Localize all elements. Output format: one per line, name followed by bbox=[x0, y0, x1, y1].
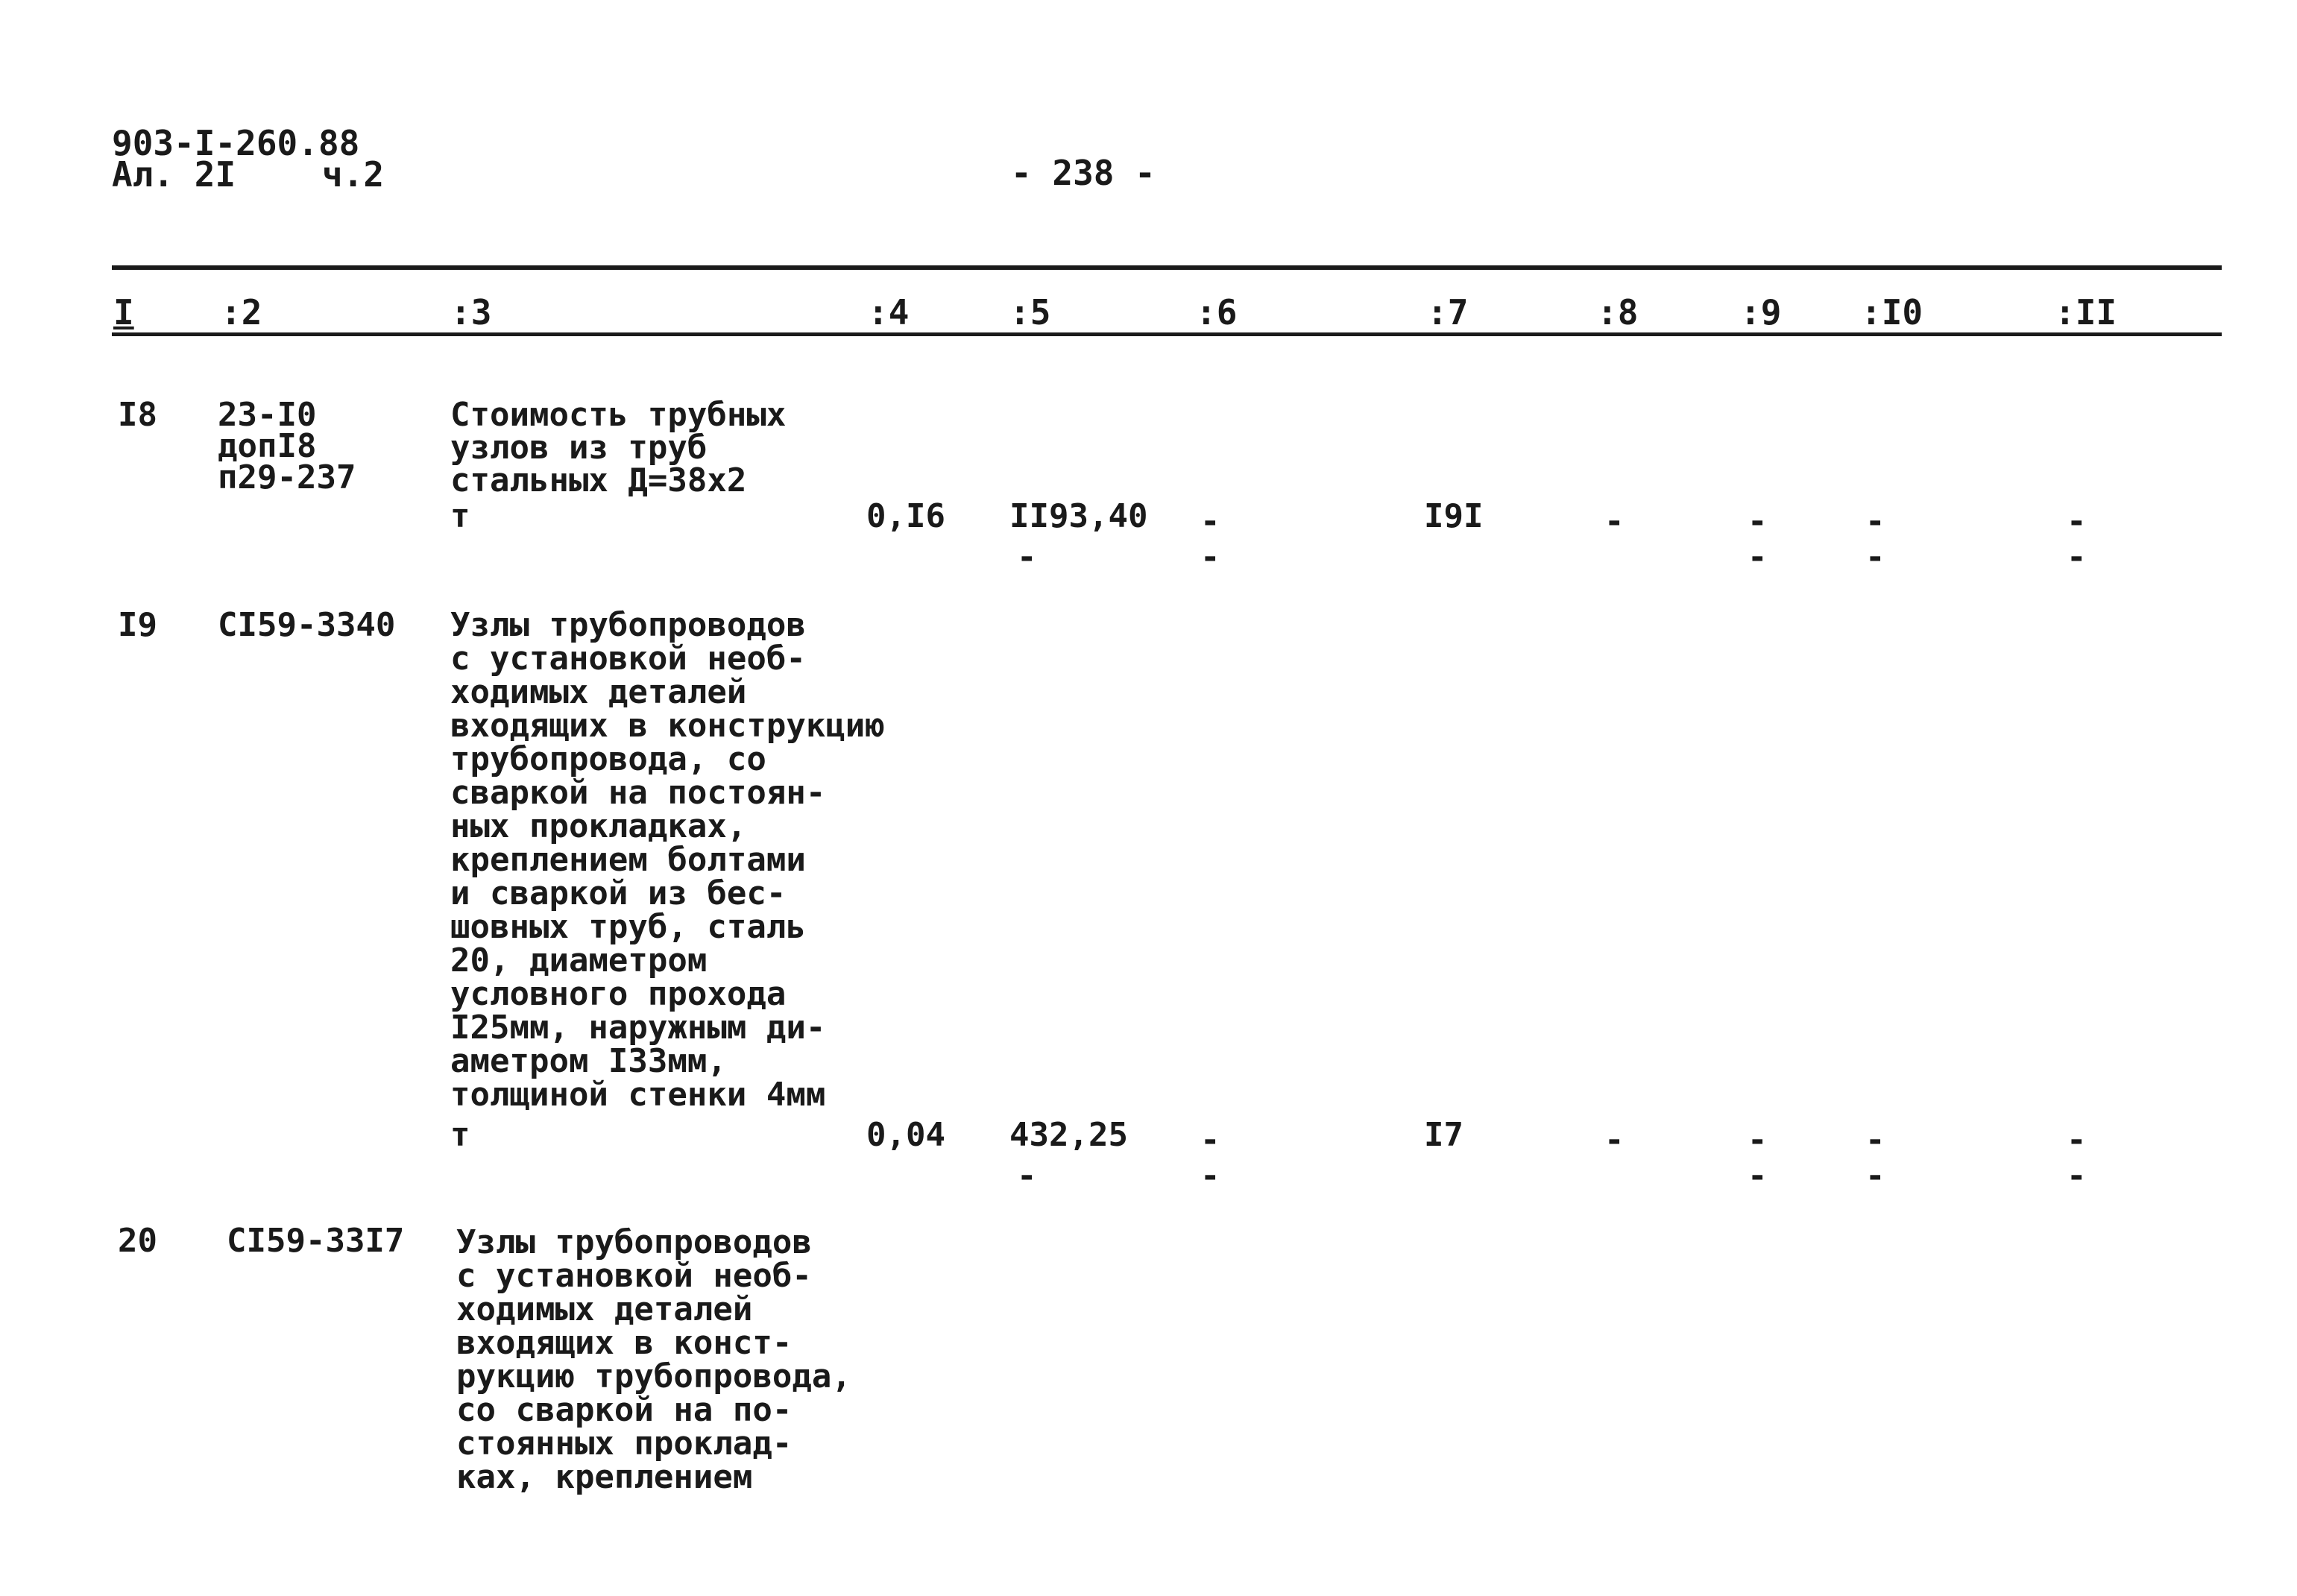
row-description-line: толщиной стенки 4мм bbox=[450, 1076, 826, 1114]
row-description-line: Стоимость трубных bbox=[450, 396, 787, 434]
column-header-rule bbox=[112, 332, 2222, 336]
row-sub-col6: - bbox=[1200, 538, 1220, 576]
column-header-5: :5 bbox=[1009, 292, 1051, 332]
row-number: I9 bbox=[118, 606, 157, 644]
row-description-line: со сваркой на по- bbox=[456, 1391, 793, 1429]
row-sub-col11: - bbox=[2067, 538, 2087, 576]
column-header-6: :6 bbox=[1196, 292, 1238, 332]
table-top-rule bbox=[112, 265, 2222, 270]
row-quantity: 0,04 bbox=[866, 1116, 945, 1154]
row-description-line: с установкой необ- bbox=[456, 1257, 812, 1295]
row-sub-col9: - bbox=[1748, 538, 1768, 576]
row-col7: I7 bbox=[1424, 1116, 1463, 1154]
row-description-line: и сваркой из бес- bbox=[450, 874, 787, 912]
row-description-line: ных прокладках, bbox=[450, 807, 747, 845]
row-unit: т bbox=[450, 497, 470, 535]
row-description-line: ходимых деталей bbox=[456, 1290, 753, 1328]
row-number: 20 bbox=[118, 1222, 157, 1260]
row-description-line: Узлы трубопроводов bbox=[456, 1223, 812, 1261]
part-label: ч.2 bbox=[322, 154, 385, 195]
row-description-line: стальных Д=38х2 bbox=[450, 461, 747, 499]
row-description-line: с установкой необ- bbox=[450, 640, 806, 678]
row-description-line: I25мм, наружным ди- bbox=[450, 1009, 826, 1047]
column-header-2: :2 bbox=[221, 292, 262, 332]
row-col10: - bbox=[1865, 502, 1885, 540]
sheet-label: Ал. 2I bbox=[112, 154, 236, 195]
row-code-line: CI59-33I7 bbox=[227, 1222, 405, 1260]
row-col10: - bbox=[1865, 1121, 1885, 1159]
row-description-line: условного прохода bbox=[450, 975, 787, 1013]
row-description-line: сваркой на постоян- bbox=[450, 774, 826, 812]
row-description-line: рукцию трубопровода, bbox=[456, 1357, 851, 1395]
row-description-line: входящих в конструкцию bbox=[450, 707, 885, 745]
row-col8: - bbox=[1604, 1121, 1625, 1159]
row-col6: - bbox=[1200, 1121, 1220, 1159]
row-sub-col6: - bbox=[1200, 1157, 1220, 1195]
row-description-line: узлов из труб bbox=[450, 429, 708, 467]
row-description-line: креплением болтами bbox=[450, 841, 806, 879]
document-code: 903-I-260.88 bbox=[112, 123, 360, 163]
column-header-3: :3 bbox=[450, 292, 492, 332]
row-col9: - bbox=[1748, 502, 1768, 540]
row-description-line: входящих в конст- bbox=[456, 1324, 793, 1362]
row-col8: - bbox=[1604, 502, 1625, 540]
row-sub-col5: - bbox=[1017, 538, 1037, 576]
row-col11: - bbox=[2067, 1121, 2087, 1159]
column-header-8: :8 bbox=[1597, 292, 1639, 332]
row-code-line: п29-237 bbox=[218, 458, 356, 496]
row-description-line: стоянных проклад- bbox=[456, 1425, 793, 1463]
row-sub-col10: - bbox=[1865, 538, 1885, 576]
row-description-line: трубопровода, со bbox=[450, 740, 766, 778]
column-header-4: :4 bbox=[868, 292, 910, 332]
page-number: - 238 - bbox=[1011, 153, 1156, 193]
row-description-line: аметром I33мм, bbox=[450, 1042, 727, 1080]
row-sub-col11: - bbox=[2067, 1157, 2087, 1195]
column-header-11: :II bbox=[2055, 292, 2117, 332]
row-col6: - bbox=[1200, 502, 1220, 540]
row-price: 432,25 bbox=[1009, 1116, 1128, 1154]
row-code-line: CI59-3340 bbox=[218, 606, 396, 644]
row-description-line: Узлы трубопроводов bbox=[450, 606, 806, 644]
row-sub-col10: - bbox=[1865, 1157, 1885, 1195]
row-description-line: 20, диаметром bbox=[450, 941, 708, 980]
row-sub-col9: - bbox=[1748, 1157, 1768, 1195]
row-col9: - bbox=[1748, 1121, 1768, 1159]
row-price: II93,40 bbox=[1009, 497, 1148, 535]
row-number: I8 bbox=[118, 396, 157, 434]
row-description-line: ходимых деталей bbox=[450, 673, 747, 711]
column-header-7: :7 bbox=[1427, 292, 1469, 332]
row-quantity: 0,I6 bbox=[866, 497, 945, 535]
column-header-1: I bbox=[113, 292, 134, 332]
row-code-line: допI8 bbox=[218, 427, 317, 465]
column-header-10: :I0 bbox=[1861, 292, 1923, 332]
row-col7: I9I bbox=[1424, 497, 1484, 535]
row-description-line: ках, креплением bbox=[456, 1458, 753, 1496]
column-header-9: :9 bbox=[1740, 292, 1782, 332]
row-sub-col5: - bbox=[1017, 1157, 1037, 1195]
row-code-line: 23-I0 bbox=[218, 396, 317, 434]
row-unit: т bbox=[450, 1116, 470, 1154]
row-description-line: шовных труб, сталь bbox=[450, 908, 806, 946]
row-col11: - bbox=[2067, 502, 2087, 540]
